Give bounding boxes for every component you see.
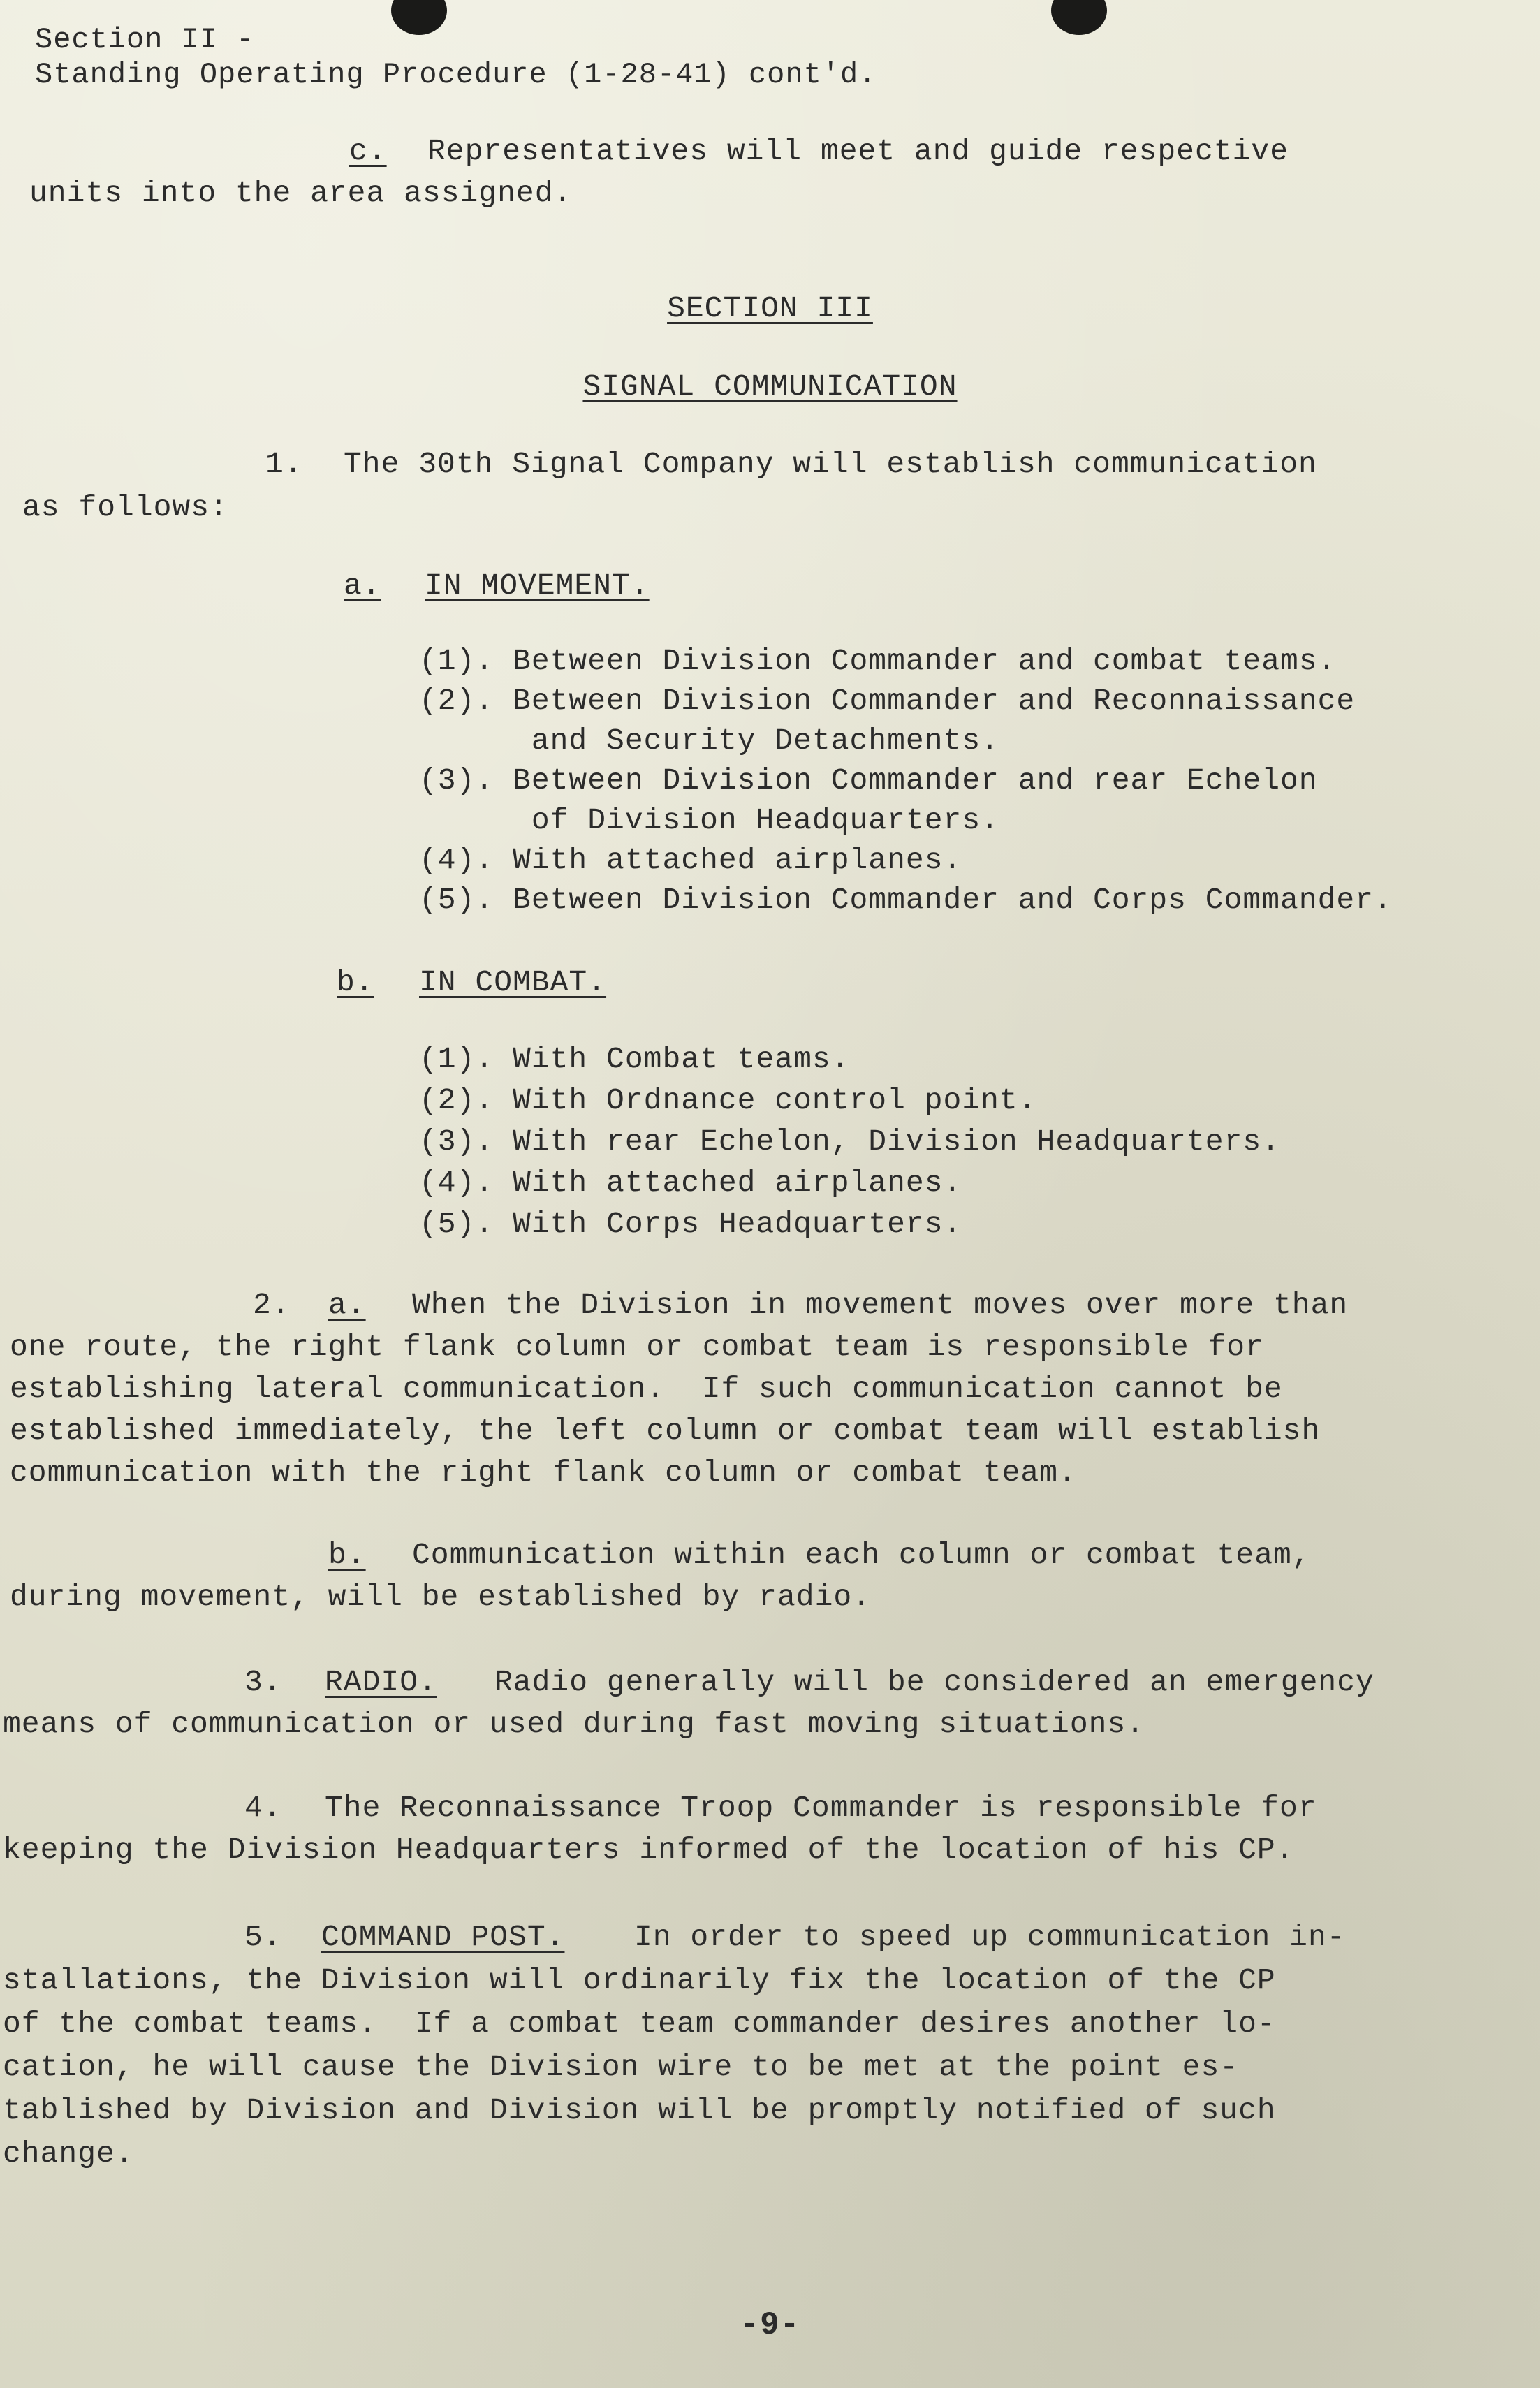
combat-label: b. — [337, 965, 374, 999]
item4-line2: keeping the Division Headquarters informed of the location of his CP. — [3, 1833, 1295, 1867]
movement-item-2: (2). Between Division Commander and Reconnaissance — [419, 684, 1356, 718]
movement-item-1: (1). Between Division Commander and combat teams. — [419, 644, 1337, 678]
combat-item-4: (4). With attached airplanes. — [419, 1166, 962, 1200]
item2-a-line5: communication with the right flank column or combat team. — [10, 1456, 1077, 1490]
para-c-label: c. — [349, 134, 387, 168]
combat-item-1: (1). With Combat teams. — [419, 1042, 850, 1076]
movement-item-4: (4). With attached airplanes. — [419, 843, 962, 877]
item3-line1: Radio generally will be considered an emergency — [494, 1665, 1374, 1699]
item5-line3: of the combat teams. If a combat team commander desires another lo- — [3, 2007, 1276, 2041]
item5-title: COMMAND POST. — [321, 1920, 565, 1954]
movement-item-5: (5). Between Division Commander and Corps Commander. — [419, 883, 1393, 917]
item2-number: 2. — [253, 1288, 291, 1322]
item2-a-line4: established immediately, the left column or combat team will establish — [10, 1414, 1321, 1448]
item5-line6: change. — [3, 2137, 134, 2171]
item5-line2: stallations, the Division will ordinarily fix the location of the CP — [3, 1963, 1276, 1998]
page-number: -9- — [740, 2307, 800, 2343]
item5-number: 5. — [244, 1920, 282, 1954]
item4-number: 4. — [244, 1791, 282, 1825]
item1-number: 1. — [265, 447, 303, 481]
combat-item-2: (2). With Ordnance control point. — [419, 1083, 1037, 1118]
item2-b-line1: Communication within each column or combat team, — [412, 1538, 1311, 1572]
section-number: SECTION III — [667, 291, 873, 325]
item3-line2: means of communication or used during fast moving situations. — [3, 1707, 1145, 1741]
item5-line1: In order to speed up communication in- — [634, 1920, 1346, 1954]
combat-item-5: (5). With Corps Headquarters. — [419, 1207, 962, 1241]
item2-label-b: b. — [328, 1538, 366, 1572]
item1-line1: The 30th Signal Company will establish communication — [344, 447, 1317, 481]
item1-line2: as follows: — [22, 490, 228, 525]
item5-line4: cation, he will cause the Division wire to be met at the point es- — [3, 2050, 1239, 2084]
punch-hole — [1051, 0, 1107, 35]
movement-item-3: (3). Between Division Commander and rear Echelon — [419, 763, 1318, 798]
item2-b-line2: during movement, will be established by radio. — [10, 1580, 871, 1614]
combat-title: IN COMBAT. — [419, 965, 607, 999]
para-c-line2: units into the area assigned. — [29, 176, 573, 210]
punch-hole — [391, 0, 447, 35]
header-procedure: Standing Operating Procedure (1-28-41) cont'd. — [35, 58, 877, 91]
item4-line1: The Reconnaissance Troop Commander is responsible for — [325, 1791, 1317, 1825]
item2-a-line2: one route, the right flank column or combat team is responsible for — [10, 1330, 1264, 1364]
item2-label-a: a. — [328, 1288, 366, 1322]
section-title: SIGNAL COMMUNICATION — [582, 369, 958, 404]
item2-a-line3: establishing lateral communication. If such communication cannot be — [10, 1372, 1283, 1406]
para-c-line1: Representatives will meet and guide respective — [427, 134, 1289, 168]
header-section: Section II - — [35, 23, 255, 57]
combat-item-3: (3). With rear Echelon, Division Headquarters. — [419, 1125, 1280, 1159]
item2-a-line1: When the Division in movement moves over more than — [412, 1288, 1349, 1322]
movement-item-2-cont: and Security Detachments. — [419, 724, 999, 758]
movement-label: a. — [344, 569, 381, 603]
item5-line5: tablished by Division and Division will be promptly notified of such — [3, 2093, 1276, 2127]
item3-number: 3. — [244, 1665, 282, 1699]
item3-title: RADIO. — [325, 1665, 437, 1699]
movement-item-3-cont: of Division Headquarters. — [419, 803, 999, 837]
movement-title: IN MOVEMENT. — [425, 569, 650, 603]
